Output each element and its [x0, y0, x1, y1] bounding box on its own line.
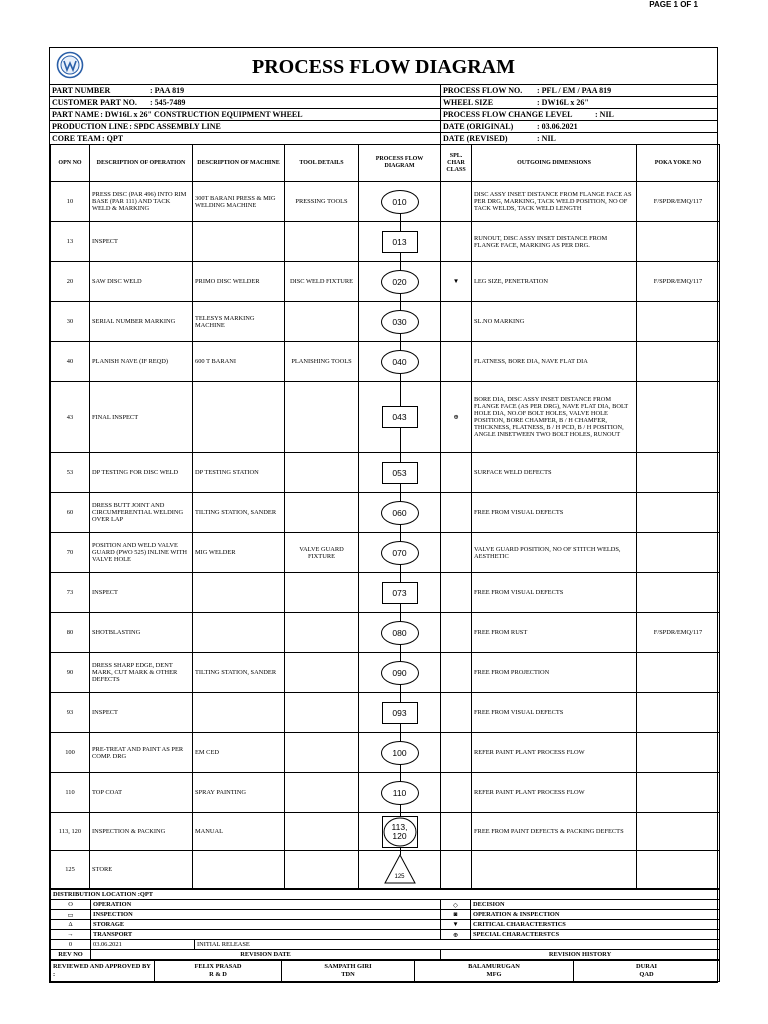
machine-description: TILTING STATION, SANDER	[193, 653, 285, 693]
column-header: DESCRIPTION OF OPERATION	[90, 145, 193, 182]
special-char-class	[441, 813, 472, 851]
poka-yoke-number	[637, 733, 720, 773]
opn-number: 93	[51, 693, 90, 733]
flow-cell	[359, 573, 441, 613]
flow-cell	[359, 302, 441, 342]
legend-symbol: O	[51, 900, 91, 910]
flow-inspection-shape: 013	[382, 231, 418, 253]
poka-yoke-number	[637, 342, 720, 382]
opn-number: 73	[51, 573, 90, 613]
poka-yoke-number: F/SPDR/EMQ/117	[637, 613, 720, 653]
header-label: PROCESS FLOW NO.	[443, 86, 523, 95]
approver	[574, 961, 720, 982]
opn-number: 110	[51, 773, 90, 813]
header-value: : NIL	[537, 134, 556, 143]
poka-yoke-number	[637, 653, 720, 693]
header-label: CORE TEAM	[52, 134, 101, 143]
legend-symbol: →	[51, 930, 91, 940]
header-value: : PFL / EM / PAA 819	[537, 86, 612, 95]
rev-no-header: REV NO	[51, 950, 91, 960]
legend-row	[51, 920, 720, 930]
tool-details: DISC WELD FIXTURE	[285, 262, 359, 302]
machine-description: SPRAY PAINTING	[193, 773, 285, 813]
machine-description: 600 T BARANI	[193, 342, 285, 382]
process-table	[50, 144, 720, 889]
table-row	[51, 382, 720, 453]
table-row	[51, 813, 720, 851]
header-field	[50, 85, 440, 97]
flow-operation-shape: 080	[381, 621, 419, 645]
rev-no: 0	[51, 940, 91, 950]
machine-description: MIG WELDER	[193, 533, 285, 573]
poka-yoke-number	[637, 573, 720, 613]
approver-dept: TDN	[341, 971, 355, 978]
flow-cell	[359, 693, 441, 733]
flow-cell	[359, 773, 441, 813]
flow-cell	[359, 653, 441, 693]
table-row	[51, 693, 720, 733]
operation-description: PRE-TREAT AND PAINT AS PER COMP. DRG	[90, 733, 193, 773]
rev-date-header: REVISION DATE	[91, 950, 441, 960]
header-value: : 545-7489	[150, 98, 186, 107]
operation-description: DRESS SHARP EDGE, DENT MARK, CUT MARK & OTHER DEFECTS	[90, 653, 193, 693]
opn-number: 20	[51, 262, 90, 302]
tool-details	[285, 573, 359, 613]
special-char-class	[441, 222, 472, 262]
approver-name: DURAI	[636, 963, 657, 970]
poka-yoke-number	[637, 382, 720, 453]
flow-operation-inspection-shape	[382, 816, 418, 848]
operation-description: PRESS DISC (PAR 496) INTO RIM BASE (PAR 111) AND TACK WELD & MARKING	[90, 182, 193, 222]
header-right	[441, 85, 718, 144]
approver	[282, 961, 415, 982]
special-char-class	[441, 493, 472, 533]
flow-cell	[359, 222, 441, 262]
column-header: SPL. CHAR CLASS	[441, 145, 472, 182]
flow-cell	[359, 851, 441, 889]
column-header: DESCRIPTION OF MACHINE	[193, 145, 285, 182]
page-title: PROCESS FLOW DIAGRAM	[252, 56, 515, 78]
table-row	[51, 222, 720, 262]
header-field	[441, 121, 718, 133]
tool-details	[285, 773, 359, 813]
special-char-class	[441, 182, 472, 222]
legend-text: CRITICAL CHARACTERSTICS	[471, 920, 720, 930]
opn-number: 80	[51, 613, 90, 653]
legend-row	[51, 900, 720, 910]
machine-description: PRIMO DISC WELDER	[193, 262, 285, 302]
special-char-class	[441, 453, 472, 493]
outgoing-dimensions: VALVE GUARD POSITION, NO OF STITCH WELDS, AESTHETIC	[472, 533, 637, 573]
outgoing-dimensions: LEG SIZE, PENETRATION	[472, 262, 637, 302]
poka-yoke-number	[637, 222, 720, 262]
machine-description	[193, 573, 285, 613]
legend-text: OPERATION	[91, 900, 441, 910]
legend-symbol: ⊕	[441, 930, 471, 940]
machine-description	[193, 382, 285, 453]
legend-row	[51, 930, 720, 940]
legend-row	[51, 910, 720, 920]
distribution-location: DISTRIBUTION LOCATION :QPT	[51, 890, 720, 900]
poka-yoke-number: F/SPDR/EMQ/117	[637, 262, 720, 302]
flow-cell	[359, 342, 441, 382]
table-header-row	[51, 145, 720, 182]
tool-details	[285, 613, 359, 653]
flow-operation-shape: 100	[381, 741, 419, 765]
flow-cell	[359, 382, 441, 453]
header-field	[441, 133, 718, 144]
table-row	[51, 733, 720, 773]
header-value: : NIL	[595, 110, 614, 119]
page-number: PAGE 1 OF 1	[649, 0, 698, 9]
legend-text: DECISION	[471, 900, 720, 910]
flow-cell	[359, 613, 441, 653]
special-char-class	[441, 653, 472, 693]
column-header: PROCESS FLOW DIAGRAM	[359, 145, 441, 182]
outgoing-dimensions: FLATNESS, BORE DIA, NAVE FLAT DIA	[472, 342, 637, 382]
table-row	[51, 262, 720, 302]
poka-yoke-number	[637, 851, 720, 889]
special-char-class: ⊕	[441, 382, 472, 453]
column-header: OPN NO	[51, 145, 90, 182]
approver-name: BALAMURUGAN	[468, 963, 520, 970]
machine-description: DP TESTING STATION	[193, 453, 285, 493]
legend-text: STORAGE	[91, 920, 441, 930]
flow-cell	[359, 262, 441, 302]
special-char-class	[441, 302, 472, 342]
header-value: : DW16L x 26"	[537, 98, 589, 107]
approval-row	[51, 961, 720, 982]
machine-description	[193, 222, 285, 262]
tool-details	[285, 733, 359, 773]
revision-row	[51, 940, 720, 950]
machine-description: TILTING STATION, SANDER	[193, 493, 285, 533]
header-field	[441, 85, 718, 97]
header-field	[441, 109, 718, 121]
header-field	[50, 121, 440, 133]
flow-cell	[359, 182, 441, 222]
legend-symbol: Δ	[51, 920, 91, 930]
tool-details: PLANISHING TOOLS	[285, 342, 359, 382]
tool-details: VALVE GUARD FIXTURE	[285, 533, 359, 573]
legend-symbol: ▭	[51, 910, 91, 920]
operation-description: DP TESTING FOR DISC WELD	[90, 453, 193, 493]
tool-details	[285, 693, 359, 733]
outgoing-dimensions: FREE FROM VISUAL DEFECTS	[472, 693, 637, 733]
operation-description: INSPECT	[90, 693, 193, 733]
opn-number: 30	[51, 302, 90, 342]
footer-table	[50, 889, 720, 960]
machine-description	[193, 851, 285, 889]
flow-inspection-shape: 043	[382, 406, 418, 428]
legend-text: OPERATION & INSPECTION	[471, 910, 720, 920]
header-field	[50, 97, 440, 109]
outgoing-dimensions	[472, 851, 637, 889]
header-info	[50, 85, 717, 144]
opn-number: 70	[51, 533, 90, 573]
approver-name: FELIX PRASAD	[194, 963, 242, 970]
tool-details	[285, 222, 359, 262]
poka-yoke-number	[637, 493, 720, 533]
opn-number: 60	[51, 493, 90, 533]
special-char-class	[441, 533, 472, 573]
poka-yoke-number: F/SPDR/EMQ/117	[637, 182, 720, 222]
operation-description: FINAL INSPECT	[90, 382, 193, 453]
tool-details	[285, 493, 359, 533]
special-char-class	[441, 342, 472, 382]
flow-cell	[359, 493, 441, 533]
flow-cell	[359, 733, 441, 773]
special-char-class	[441, 773, 472, 813]
table-row	[51, 533, 720, 573]
machine-description: EM CED	[193, 733, 285, 773]
machine-description	[193, 613, 285, 653]
outgoing-dimensions: REFER PAINT PLANT PROCESS FLOW	[472, 773, 637, 813]
opn-number: 90	[51, 653, 90, 693]
header-left	[50, 85, 441, 144]
tool-details: PRESSING TOOLS	[285, 182, 359, 222]
opn-number: 113, 120	[51, 813, 90, 851]
tool-details	[285, 851, 359, 889]
outgoing-dimensions: FREE FROM RUST	[472, 613, 637, 653]
rev-history-header: REVISION HISTORY	[441, 950, 720, 960]
outgoing-dimensions: FREE FROM VISUAL DEFECTS	[472, 573, 637, 613]
header-value: : PAA 819	[150, 86, 185, 95]
approval-table	[50, 960, 720, 982]
opn-number: 53	[51, 453, 90, 493]
legend-symbol: ▼	[441, 920, 471, 930]
revision-header-row	[51, 950, 720, 960]
legend-text: INSPECTION	[91, 910, 441, 920]
approval-label: REVIEWED AND APPROVED BY :	[51, 961, 155, 982]
table-row	[51, 573, 720, 613]
outgoing-dimensions: BORE DIA, DISC ASSY INSET DISTANCE FROM FLANGE FACE (AS PER DRG), NAVE FLAT DIA, BOLT HOLE DIA, NO.OF BOLT HOLES, VALVE HOLE POSITION, BORE CHAMFER, B / H CHAMFER, THICKNESS, FLATNESS, B / H PCD, B / H POSITION, ANGLE INBETWEEN TWO BOLT HOLES, RUNOUT	[472, 382, 637, 453]
outgoing-dimensions: FREE FROM PROJECTION	[472, 653, 637, 693]
operation-description: SHOTBLASTING	[90, 613, 193, 653]
header-value: : DW16L x 26" CONSTRUCTION EQUIPMENT WHEEL	[100, 110, 303, 119]
flow-operation-shape: 030	[381, 310, 419, 334]
flow-cell	[359, 453, 441, 493]
tool-details	[285, 302, 359, 342]
rev-history: INITIAL RELEASE	[195, 940, 720, 950]
special-char-class	[441, 573, 472, 613]
flow-operation-shape: 110	[381, 781, 419, 805]
flow-operation-shape: 040	[381, 350, 419, 374]
operation-description: INSPECT	[90, 573, 193, 613]
operation-description: PLANISH NAVE (IF REQD)	[90, 342, 193, 382]
header-label: WHEEL SIZE	[443, 98, 494, 107]
special-char-class	[441, 693, 472, 733]
machine-description: 300T BARANI PRESS & MIG WELDING MACHINE	[193, 182, 285, 222]
operation-description: INSPECT	[90, 222, 193, 262]
column-header: POKA YOKE NO	[637, 145, 720, 182]
opn-number: 13	[51, 222, 90, 262]
header-label: PROCESS FLOW CHANGE LEVEL	[443, 110, 573, 119]
operation-description: POSITION AND WELD VALVE GUARD (PWO 525) INLINE WITH VALVE HOLE	[90, 533, 193, 573]
poka-yoke-number	[637, 693, 720, 733]
tool-details	[285, 813, 359, 851]
machine-description: TELESYS MARKING MACHINE	[193, 302, 285, 342]
operation-description: TOP COAT	[90, 773, 193, 813]
opn-number: 10	[51, 182, 90, 222]
flow-shape-label: 113, 120	[391, 822, 408, 841]
title-bar	[50, 48, 717, 85]
machine-description	[193, 693, 285, 733]
table-row	[51, 342, 720, 382]
opn-number: 43	[51, 382, 90, 453]
header-label: DATE (REVISED)	[443, 134, 508, 143]
flow-operation-shape: 070	[381, 541, 419, 565]
outgoing-dimensions: FREE FROM VISUAL DEFECTS	[472, 493, 637, 533]
outgoing-dimensions: RUNOUT, DISC ASSY INSET DISTANCE FROM FLANGE FACE, MARKING AS PER DRG.	[472, 222, 637, 262]
header-label: CUSTOMER PART NO.	[52, 98, 137, 107]
flow-cell	[359, 813, 441, 851]
table-row	[51, 613, 720, 653]
document-sheet	[49, 47, 718, 983]
legend-symbol: ◇	[441, 900, 471, 910]
column-header: TOOL DETAILS	[285, 145, 359, 182]
header-label: PRODUCTION LINE	[52, 122, 129, 131]
outgoing-dimensions: REFER PAINT PLANT PROCESS FLOW	[472, 733, 637, 773]
legend	[51, 900, 720, 940]
flow-operation-shape: 010	[381, 190, 419, 214]
special-char-class: ▼	[441, 262, 472, 302]
table-row	[51, 182, 720, 222]
column-header: OUTGOING DIMENSIONS	[472, 145, 637, 182]
approver-dept: QAD	[639, 971, 654, 978]
operation-description: STORE	[90, 851, 193, 889]
flow-operation-shape: 020	[381, 270, 419, 294]
machine-description: MANUAL	[193, 813, 285, 851]
legend-text: TRANSPORT	[91, 930, 441, 940]
flow-cell	[359, 533, 441, 573]
flow-inspection-shape: 093	[382, 702, 418, 724]
table-row	[51, 302, 720, 342]
operation-description: SAW DISC WELD	[90, 262, 193, 302]
tool-details	[285, 382, 359, 453]
poka-yoke-number	[637, 813, 720, 851]
opn-number: 125	[51, 851, 90, 889]
table-row	[51, 493, 720, 533]
flow-operation-shape: 060	[381, 501, 419, 525]
approver	[415, 961, 574, 982]
opn-number: 100	[51, 733, 90, 773]
poka-yoke-number	[637, 773, 720, 813]
header-field	[50, 109, 440, 121]
flow-shape-label: 125	[394, 874, 405, 880]
header-value: : QPT	[101, 134, 124, 143]
operation-description: SERIAL NUMBER MARKING	[90, 302, 193, 342]
header-label: PART NUMBER	[52, 86, 111, 95]
table-row	[51, 773, 720, 813]
opn-number: 40	[51, 342, 90, 382]
approver	[155, 961, 282, 982]
legend-text: SPECIAL CHARACTERSTCS	[471, 930, 720, 940]
rev-date: 03.06.2021	[91, 940, 195, 950]
header-value: : 03.06.2021	[537, 122, 578, 131]
outgoing-dimensions: DISC ASSY INSET DISTANCE FROM FLANGE FACE AS PER DRG, MARKING, TACK WELD POSITION, NO OF TACK WELDS, TACK WELD LENGTH	[472, 182, 637, 222]
legend-symbol: ◙	[441, 910, 471, 920]
poka-yoke-number	[637, 453, 720, 493]
outgoing-dimensions: SL.NO MARKING	[472, 302, 637, 342]
outgoing-dimensions: SURFACE WELD DEFECTS	[472, 453, 637, 493]
flow-storage-shape	[384, 854, 416, 884]
table-row	[51, 453, 720, 493]
table-row	[51, 653, 720, 693]
operation-description: DRESS BUTT JOINT AND CIRCUMFERENTIAL WELDING OVER LAP	[90, 493, 193, 533]
tool-details	[285, 653, 359, 693]
poka-yoke-number	[637, 302, 720, 342]
header-label: PART NAME	[52, 110, 100, 119]
flow-operation-shape: 090	[381, 661, 419, 685]
header-value: : SPDC ASSEMBLY LINE	[129, 122, 221, 131]
flow-inspection-shape: 053	[382, 462, 418, 484]
operation-description: INSPECTION & PACKING	[90, 813, 193, 851]
header-field	[50, 133, 440, 144]
special-char-class	[441, 613, 472, 653]
tool-details	[285, 453, 359, 493]
header-field	[441, 97, 718, 109]
flow-inspection-shape: 073	[382, 582, 418, 604]
special-char-class	[441, 851, 472, 889]
special-char-class	[441, 733, 472, 773]
table-row	[51, 851, 720, 889]
approver-dept: R & D	[209, 971, 227, 978]
header-label: DATE (ORIGINAL)	[443, 122, 514, 131]
outgoing-dimensions: FREE FROM PAINT DEFECTS & PACKING DEFECTS	[472, 813, 637, 851]
approver-dept: MFG	[486, 971, 502, 978]
table-body	[51, 182, 720, 889]
approver-name: SAMPATH GIRI	[324, 963, 372, 970]
poka-yoke-number	[637, 533, 720, 573]
